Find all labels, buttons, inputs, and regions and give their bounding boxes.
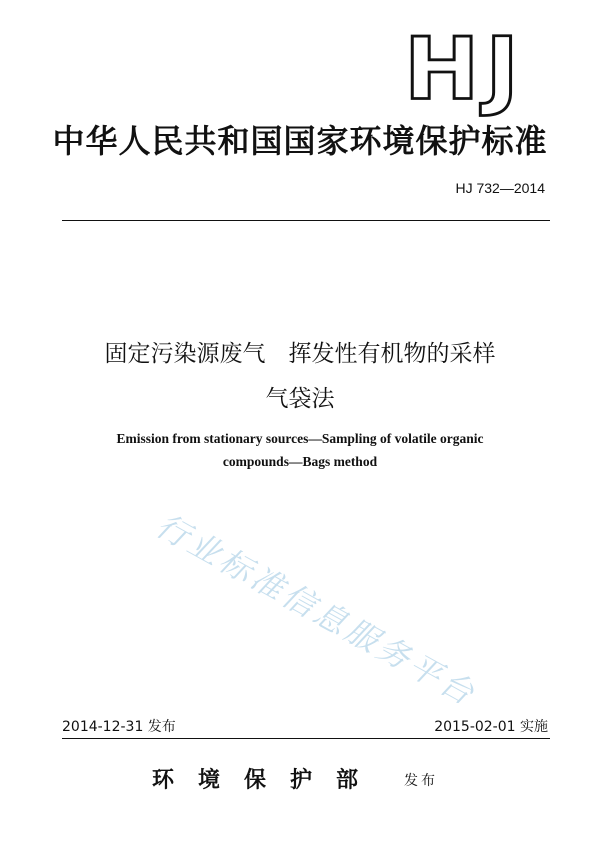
issuer-suffix: 发布 (404, 773, 438, 789)
standard-name-en-line2: compounds—Bags method (222, 454, 378, 469)
standard-number: HJ 732—2014 (455, 180, 545, 196)
issuer: 环境保护部 (152, 767, 383, 793)
watermark: 行业标准信息服务平台 (149, 506, 484, 714)
bottom-divider (62, 738, 550, 739)
implement-date: 2015-02-01 实施 (434, 719, 548, 735)
standard-name-en-line1: Emission from stationary sources—Sampling of volatile organic (116, 431, 484, 446)
issue-date: 2014-12-31 发布 (62, 719, 176, 735)
page-title: 中华人民共和国国家环境保护标准 (52, 122, 548, 160)
hj-logo: HJ (404, 19, 525, 120)
top-divider (62, 220, 550, 221)
standard-name-cn-line1: 固定污染源废气 挥发性有机物的采样 (104, 341, 496, 367)
standard-name-cn-line2: 气袋法 (265, 386, 335, 412)
